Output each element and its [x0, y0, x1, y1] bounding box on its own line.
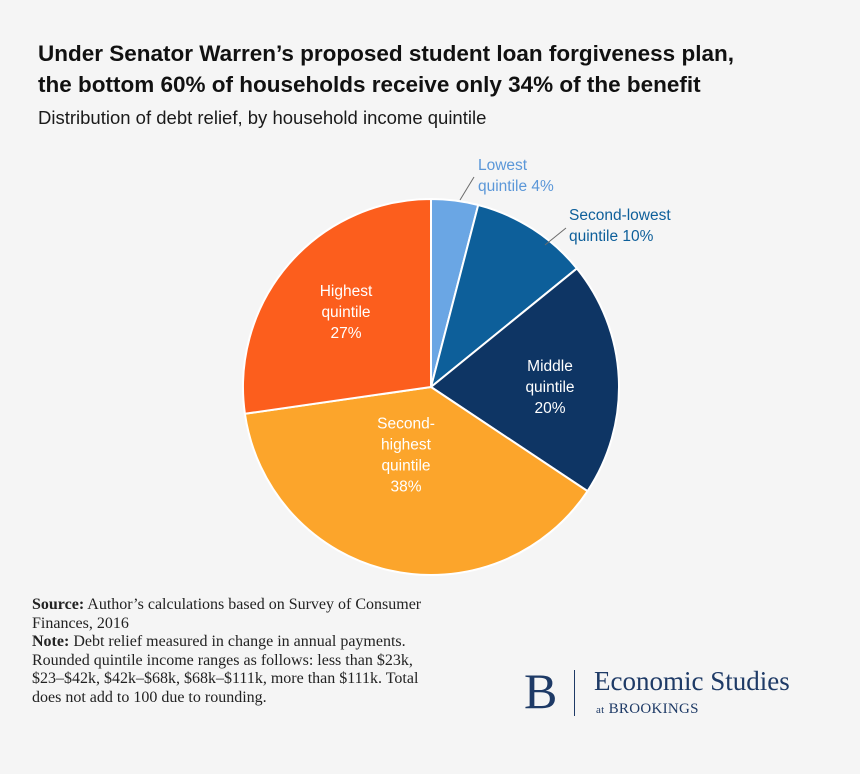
slice-label-line: quintile 10%	[569, 228, 654, 245]
slice-label-line: quintile	[525, 379, 575, 396]
logo-divider	[574, 670, 575, 716]
organization-name: at BROOKINGS	[596, 701, 699, 717]
note-text-line-4: does not add to 100 due to rounding.	[32, 688, 267, 706]
chart-subtitle: Distribution of debt relief, by household income quintile	[38, 107, 487, 128]
slice-label-line: Lowest	[478, 157, 528, 174]
slice-label-line: Highest	[319, 283, 373, 300]
leader-line-2	[545, 228, 566, 245]
chart-title	[38, 38, 838, 100]
program-name: Economic Studies	[594, 666, 790, 696]
chart-title-line-2: the bottom 60% of households receive only 34% of the benefit	[38, 72, 701, 97]
source-text-line-2: Finances, 2016	[32, 614, 129, 632]
slice-label-line: Second-lowest	[569, 207, 671, 224]
slice-label-line: 38%	[390, 478, 422, 496]
note-text-line-3: $23–$42k, $42k–$68k, $68k–$111k, more than $111k. Total	[32, 670, 419, 688]
source-text-line-1: Author’s calculations based on Survey of Consumer	[84, 596, 422, 613]
chart-title-line-1: Under Senator Warren’s proposed student loan forgiveness plan,	[38, 41, 734, 66]
slice-label-line: 27%	[330, 325, 362, 342]
slice-label-line: highest	[381, 436, 431, 454]
note-text-line-1: Debt relief measured in change in annual payments.	[69, 633, 406, 651]
slice-label-line: 20%	[534, 400, 566, 417]
slice-label-line: Second-	[377, 415, 435, 433]
slice-label-line: quintile	[381, 457, 431, 475]
notes-block	[32, 596, 512, 708]
slice-label-line: quintile	[321, 304, 371, 321]
methodology-note	[32, 633, 512, 707]
brookings-b-mark: B	[524, 663, 558, 719]
leader-line-1	[460, 177, 474, 200]
source-note	[32, 596, 512, 633]
note-text-line-2: Rounded quintile income ranges as follows: less than $23k,	[32, 651, 413, 669]
slice-label-1	[478, 157, 554, 195]
slice-label-line: quintile 4%	[478, 178, 554, 195]
slice-label-2	[569, 207, 671, 245]
brookings-logo	[524, 663, 844, 720]
source-label: Source:	[32, 596, 85, 613]
slice-label-line: Middle	[527, 358, 573, 375]
pie-chart	[0, 140, 860, 590]
note-label: Note:	[32, 633, 70, 651]
